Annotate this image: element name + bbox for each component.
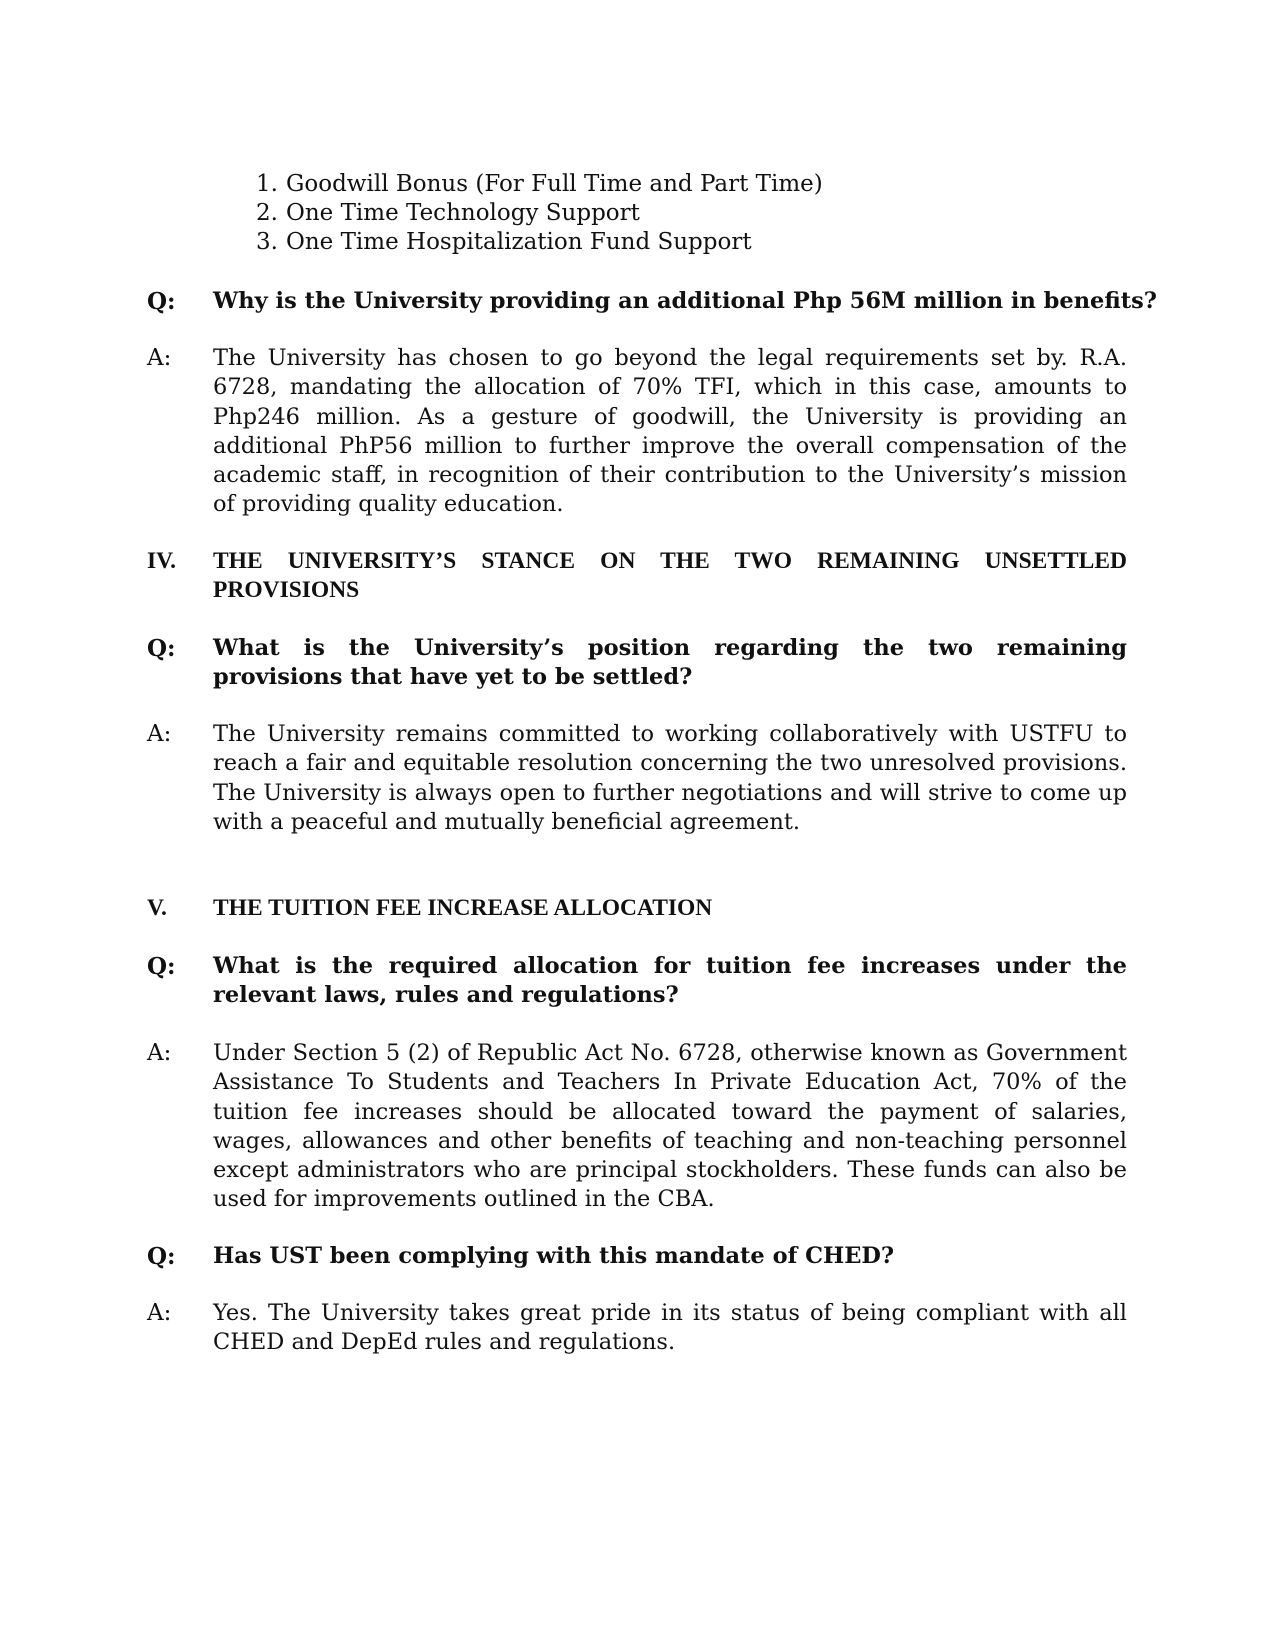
question-text: Why is the University providing an additional Php 56M million in benefits? [213, 288, 1157, 314]
list-item-text: One Time Technology Support [286, 200, 640, 226]
section-title: THE TUITION FEE INCREASE ALLOCATION [213, 895, 713, 921]
question-label: Q: [147, 1243, 176, 1270]
question-text: What is the University’s position regarding the two remaining provisions that have yet to be settled? [213, 635, 1127, 691]
answer-label: A: [147, 1300, 172, 1326]
question-4 [147, 1242, 1127, 1271]
question-label: Q: [147, 288, 176, 315]
answer-text: Under Section 5 (2) of Republic Act No. 6728, otherwise known as Government Assistance To Students and Teachers In Private Education Act, 70% of the tuition fee increases should be allocated toward the payment of salaries, wages, allowances and other benefits of teaching and non-teaching personnel except administrators who are principal stockholders. These funds can also be used for improvements outlined in the CBA. [213, 1040, 1127, 1213]
benefits-list [256, 170, 823, 257]
answer-label: A: [147, 721, 172, 747]
section-title: THE UNIVERSITY’S STANCE ON THE TWO REMAINING UNSETTLED PROVISIONS [213, 548, 1127, 603]
question-2 [147, 634, 1127, 693]
list-item [256, 199, 823, 228]
answer-4 [147, 1299, 1127, 1358]
answer-2 [147, 720, 1127, 837]
answer-label: A: [147, 1040, 172, 1066]
list-item-number: 2. [256, 200, 278, 226]
list-item [256, 170, 823, 199]
list-item-text: One Time Hospitalization Fund Support [286, 229, 752, 255]
section-heading-iv [147, 547, 1127, 605]
answer-text: Yes. The University takes great pride in its status of being compliant with all CHED and DepEd rules and regulations. [213, 1300, 1127, 1356]
question-1 [147, 287, 1157, 316]
question-text: What is the required allocation for tuition fee increases under the relevant laws, rules and regulations? [213, 953, 1127, 1009]
list-item-number: 1. [256, 171, 278, 197]
question-text: Has UST been complying with this mandate of CHED? [213, 1243, 895, 1269]
answer-label: A: [147, 345, 172, 371]
answer-1 [147, 344, 1127, 520]
list-item [256, 228, 823, 257]
answer-text: The University remains committed to working collaboratively with USTFU to reach a fair and equitable resolution concerning the two unresolved provisions. The University is always open to further negotiations and will strive to come up with a peaceful and mutually beneficial agreement. [213, 721, 1127, 835]
section-number: V. [147, 895, 167, 921]
question-label: Q: [147, 953, 176, 980]
section-heading-v [147, 894, 1127, 923]
question-3 [147, 952, 1127, 1011]
list-item-text: Goodwill Bonus (For Full Time and Part Time) [286, 171, 823, 197]
list-item-number: 3. [256, 229, 278, 255]
answer-text: The University has chosen to go beyond the legal requirements set by. R.A. 6728, mandating the allocation of 70% TFI, which in this case, amounts to Php246 million. As a gesture of goodwill, the University is providing an additional PhP56 million to further improve the overall compensation of the academic staff, in recognition of their contribution to the University’s mission of providing quality education. [213, 345, 1127, 518]
section-number: IV. [147, 548, 176, 574]
question-label: Q: [147, 635, 176, 662]
answer-3 [147, 1039, 1127, 1215]
